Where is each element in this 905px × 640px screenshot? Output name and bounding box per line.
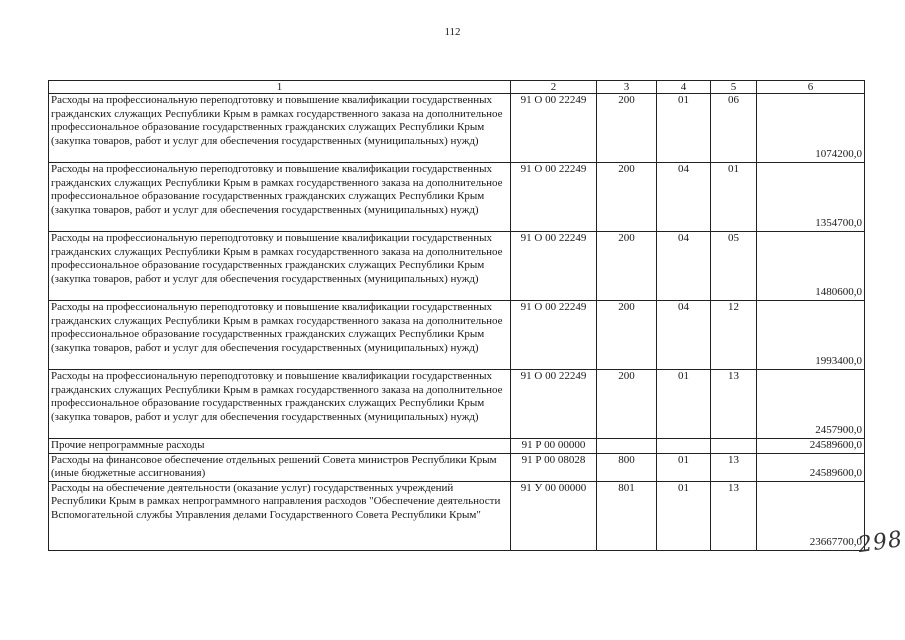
row-section: 04 xyxy=(657,301,711,370)
row-target-code: 91 О 00 22249 xyxy=(511,94,597,163)
row-description: Расходы на профессиональную переподготовку и повышение квалификации государственных гражданских служащих Республики Крым в рамках государственного заказа на дополнительное профессиональное образование государственных гражданских служащих Республики Крым (закупка товаров, работ и услуг для обеспечения государственных (муниципальных) нужд) xyxy=(49,163,511,232)
row-section xyxy=(657,439,711,454)
row-expense-type xyxy=(597,439,657,454)
column-header: 3 xyxy=(597,81,657,94)
handwritten-page-mark: 298 xyxy=(856,526,905,559)
row-description: Прочие непрограммные расходы xyxy=(49,439,511,454)
row-section: 01 xyxy=(657,453,711,481)
row-description: Расходы на обеспечение деятельности (оказание услуг) государственных учреждений Республики Крым в рамках непрограммного направления расходов "Обеспечение деятельности Вспомогательной службы Управления делами Государственного Совета Республики Крым" xyxy=(49,481,511,550)
row-target-code: 91 О 00 22249 xyxy=(511,301,597,370)
table-row xyxy=(49,301,865,370)
row-subsection: 06 xyxy=(711,94,757,163)
table-row xyxy=(49,481,865,550)
table-row xyxy=(49,163,865,232)
row-amount: 24589600,0 xyxy=(757,439,865,454)
row-subsection: 13 xyxy=(711,453,757,481)
row-target-code: 91 О 00 22249 xyxy=(511,370,597,439)
row-target-code: 91 О 00 22249 xyxy=(511,232,597,301)
row-amount: 1993400,0 xyxy=(757,301,865,370)
table-row xyxy=(49,439,865,454)
column-header: 4 xyxy=(657,81,711,94)
row-section: 04 xyxy=(657,232,711,301)
column-header: 5 xyxy=(711,81,757,94)
row-subsection: 12 xyxy=(711,301,757,370)
row-subsection: 05 xyxy=(711,232,757,301)
row-section: 01 xyxy=(657,370,711,439)
row-subsection xyxy=(711,439,757,454)
row-expense-type: 801 xyxy=(597,481,657,550)
row-expense-type: 200 xyxy=(597,232,657,301)
column-header: 1 xyxy=(49,81,511,94)
row-target-code: 91 У 00 00000 xyxy=(511,481,597,550)
row-description: Расходы на профессиональную переподготовку и повышение квалификации государственных гражданских служащих Республики Крым в рамках государственного заказа на дополнительное профессиональное образование государственных гражданских служащих Республики Крым (закупка товаров, работ и услуг для обеспечения государственных (муниципальных) нужд) xyxy=(49,232,511,301)
row-expense-type: 200 xyxy=(597,163,657,232)
table-row xyxy=(49,453,865,481)
table-header-row xyxy=(49,81,865,94)
row-amount: 1480600,0 xyxy=(757,232,865,301)
column-header: 2 xyxy=(511,81,597,94)
row-subsection: 13 xyxy=(711,370,757,439)
row-target-code: 91 Р 00 00000 xyxy=(511,439,597,454)
page-number: 112 xyxy=(444,26,461,38)
row-section: 01 xyxy=(657,94,711,163)
row-section: 01 xyxy=(657,481,711,550)
row-description: Расходы на профессиональную переподготовку и повышение квалификации государственных гражданских служащих Республики Крым в рамках государственного заказа на дополнительное профессиональное образование государственных гражданских служащих Республики Крым (закупка товаров, работ и услуг для обеспечения государственных (муниципальных) нужд) xyxy=(49,370,511,439)
row-description: Расходы на профессиональную переподготовку и повышение квалификации государственных гражданских служащих Республики Крым в рамках государственного заказа на дополнительное профессиональное образование государственных гражданских служащих Республики Крым (закупка товаров, работ и услуг для обеспечения государственных (муниципальных) нужд) xyxy=(49,94,511,163)
row-description: Расходы на финансовое обеспечение отдельных решений Совета министров Республики Крым (иные бюджетные ассигнования) xyxy=(49,453,511,481)
row-amount: 23667700,0 xyxy=(757,481,865,550)
row-amount: 1354700,0 xyxy=(757,163,865,232)
row-target-code: 91 Р 00 08028 xyxy=(511,453,597,481)
column-header: 6 xyxy=(757,81,865,94)
row-subsection: 01 xyxy=(711,163,757,232)
row-target-code: 91 О 00 22249 xyxy=(511,163,597,232)
table-row xyxy=(49,232,865,301)
row-expense-type: 200 xyxy=(597,94,657,163)
row-expense-type: 800 xyxy=(597,453,657,481)
budget-table xyxy=(48,80,865,551)
row-subsection: 13 xyxy=(711,481,757,550)
row-section: 04 xyxy=(657,163,711,232)
row-description: Расходы на профессиональную переподготовку и повышение квалификации государственных гражданских служащих Республики Крым в рамках государственного заказа на дополнительное профессиональное образование государственных гражданских служащих Республики Крым (закупка товаров, работ и услуг для обеспечения государственных (муниципальных) нужд) xyxy=(49,301,511,370)
row-expense-type: 200 xyxy=(597,301,657,370)
table-row xyxy=(49,94,865,163)
row-amount: 2457900,0 xyxy=(757,370,865,439)
row-amount: 1074200,0 xyxy=(757,94,865,163)
row-amount: 24589600,0 xyxy=(757,453,865,481)
row-expense-type: 200 xyxy=(597,370,657,439)
table-row xyxy=(49,370,865,439)
